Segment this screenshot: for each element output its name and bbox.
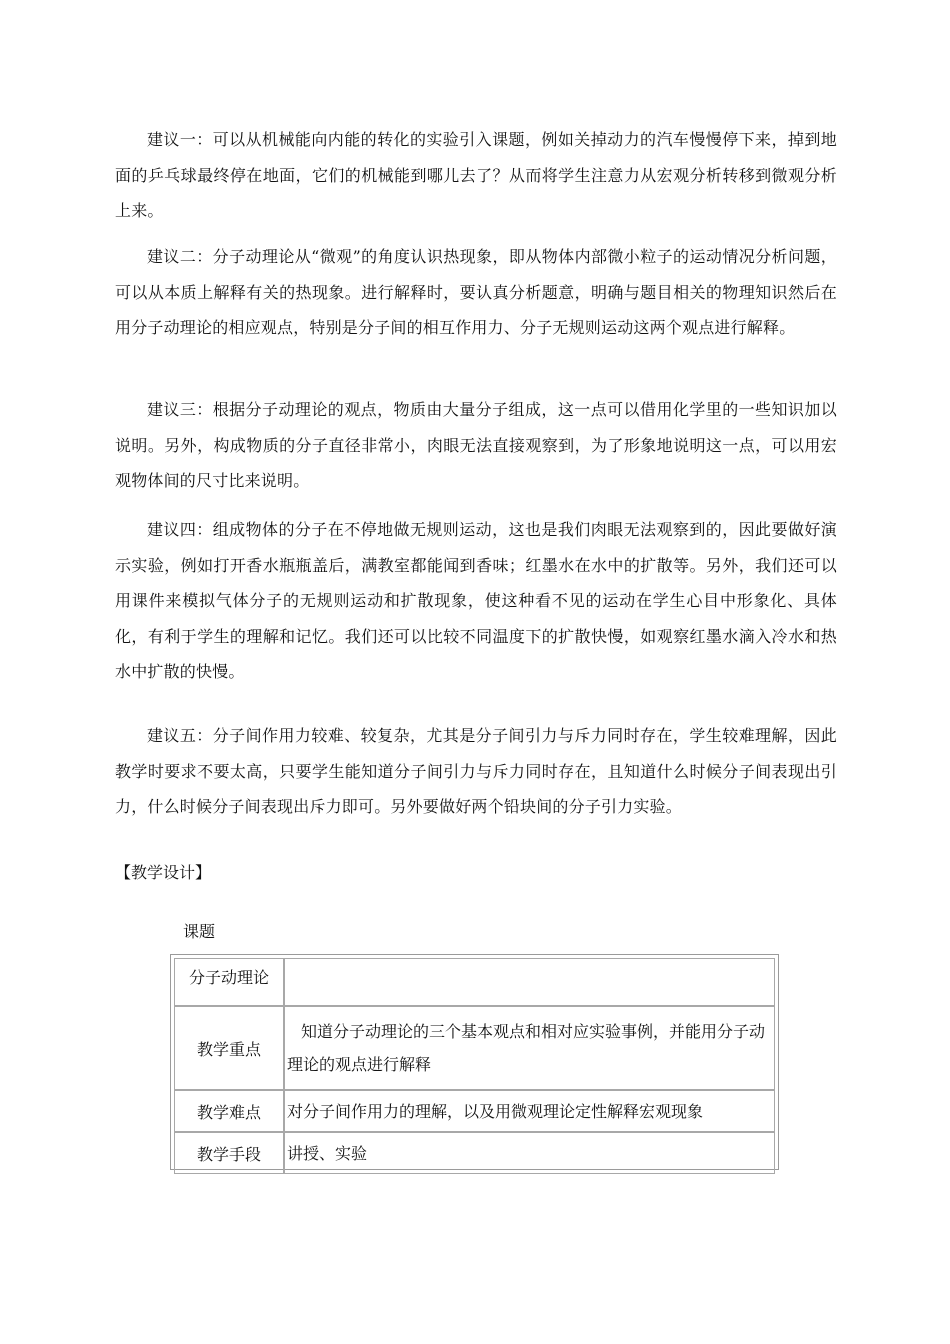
key-points-cell <box>284 1006 775 1090</box>
key-points-label: 教学重点 <box>174 1006 284 1090</box>
suggestion-paragraph-4: 建议四：组成物体的分子在不停地做无规则运动，这也是我们肉眼无法观察到的，因此要做好演示实验，例如打开香水瓶瓶盖后，满教室都能闻到香味；红墨水在水中的扩散等。另外，我们还可以用课件来模拟气体分子的无规则运动和扩散现象，使这种看不见的运动在学生心目中形象化、具体化，有利于学生的理解和记忆。我们还可以比较不同温度下的扩散快慢，如观察红墨水滴入冷水和热水中扩散的快慢。 <box>115 520 837 681</box>
table-row-methods <box>174 1132 775 1174</box>
methods-label: 教学手段 <box>174 1132 284 1174</box>
suggestion-paragraph-2: 建议二：分子动理论从“微观”的角度认识热现象，即从物体内部微小粒子的运动情况分析问题，可以从本质上解释有关的热现象。进行解释时，要认真分析题意，明确与题目相关的物理知识然后在用分子动理论的相应观点，特别是分子间的相互作用力、分子无规则运动这两个观点进行解释。 <box>115 247 837 337</box>
suggestion-paragraph-3: 建议三：根据分子动理论的观点，物质由大量分子组成，这一点可以借用化学里的一些知识加以说明。另外，构成物质的分子直径非常小，肉眼无法直接观察到，为了形象地说明这一点，可以用宏观物体间的尺寸比来说明。 <box>115 400 837 490</box>
suggestion-paragraph-5: 建议五：分子间作用力较难、较复杂，尤其是分子间引力与斥力同时存在，学生较难理解，因此教学时要求不要太高，只要学生能知道分子间引力与斥力同时存在，且知道什么时候分子间表现出引力，什么时候分子间表现出斥力即可。另外要做好两个铅块间的分子引力实验。 <box>115 726 837 816</box>
key-points-value: 知道分子动理论的三个基本观点和相对应实验事例，并能用分子动理论的观点进行解释 <box>287 1022 766 1074</box>
lesson-design-table <box>170 954 779 1170</box>
table-row-topic <box>174 958 775 1006</box>
table-row-difficulties <box>174 1090 775 1132</box>
lesson-table-grid <box>174 958 775 1174</box>
topic-label: 分子动理论 <box>174 958 284 1006</box>
topic-value <box>284 958 775 1006</box>
methods-value: 讲授、实验 <box>284 1132 775 1174</box>
difficulties-label: 教学难点 <box>174 1090 284 1132</box>
table-row-key-points <box>174 1006 775 1090</box>
table-caption: 课题 <box>183 922 216 941</box>
section-title: 【教学设计】 <box>115 863 212 882</box>
suggestion-paragraph-1: 建议一：可以从机械能向内能的转化的实验引入课题，例如关掉动力的汽车慢慢停下来，掉到地面的乒乓球最终停在地面，它们的机械能到哪儿去了？从而将学生注意力从宏观分析转移到微观分析上来。 <box>115 130 837 220</box>
difficulties-value: 对分子间作用力的理解，以及用微观理论定性解释宏观现象 <box>284 1090 775 1132</box>
